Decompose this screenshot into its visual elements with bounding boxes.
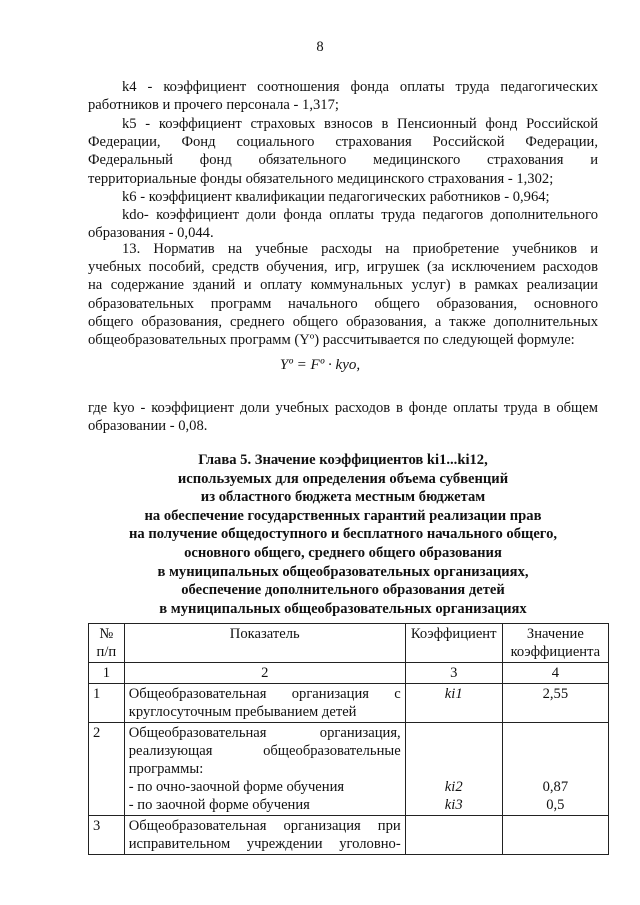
formula: Yº = Fº · kуо, [279,357,361,373]
chapter-heading [88,451,598,618]
row-text [124,816,405,855]
table-header-row [89,624,609,663]
heading-line: из областного бюджета местным бюджетам [200,489,486,506]
heading-line: на получение общедоступного и бесплатного начального общего, [128,526,558,543]
page-number: 8 [316,39,324,55]
text-line: где kуо - коэффициент доли учебных расходов в фонде оплаты труда в общем [88,400,598,416]
value-line: 0,5 [546,797,565,813]
colnum-cell: 4 [502,663,608,684]
text-line: общего образования, среднего общего образования, а также дополнительных [88,313,598,330]
text-line: образовательных программ начального общего образования, основного [88,295,598,312]
value-line: 0,87 [542,779,569,795]
text-line: 13. Норматив на учебные расходы на приобретение учебников и [122,241,598,257]
colnum-cell: 1 [89,663,125,684]
coef-line: ki2 [444,779,463,795]
colnum-cell: 3 [405,663,502,684]
row-num: 1 [89,684,125,723]
row-value [502,723,608,816]
row-text [124,723,405,816]
row-coefficient: ki1 [405,684,502,723]
cell-line: Общеобразовательная организация с [128,686,401,702]
heading-line: в муниципальных общеобразовательных организациях, [157,563,529,580]
text-line: k6 - коэффициент квалификации педагогических работников - 0,964; [122,189,550,205]
heading-line: основного общего, среднего общего образования [184,544,502,561]
row-num: 2 [89,723,125,816]
header-num: № п/п [89,624,125,663]
heading-line: Глава 5. Значение коэффициентов ki1...ki12, [198,452,488,468]
row-value [502,816,608,855]
heading-line: на обеспечение государственных гарантий реализации прав [144,507,542,524]
cell-line: круглосуточным пребыванием детей [128,704,357,720]
heading-line: используемых для определения объема субвенций [177,470,509,487]
text-line: образования - 0,044. [88,225,214,242]
cell-line: программы: [128,761,204,777]
colnum-cell: 2 [124,663,405,684]
paragraph-kyo [88,399,598,435]
row-text [124,684,405,723]
row-value: 2,55 [502,684,608,723]
header-value: Значение коэффициента [502,624,608,663]
text-line: k5 - коэффициент страховых взносов в Пенсионный фонд Российской [122,116,598,132]
coefficients-table [88,623,609,855]
paragraph-k6 [88,188,598,206]
text-line: kdo- коэффициент доли фонда оплаты труда педагогов дополнительного [122,207,598,223]
cell-line: реализующая общеобразовательные [128,743,401,759]
table-colnum-row [89,663,609,684]
paragraph-k4 [88,78,598,114]
text-line: Федерации, Фонд социального страхования Российской Федерации, [88,134,598,151]
coef-line: ki3 [444,797,463,813]
text-line: образовании - 0,08. [88,418,208,435]
cell-line: - по очно-заочной форме обучения [128,779,345,795]
text-line: общеобразовательных программ (Yº) рассчитывается по следующей формуле: [88,332,575,349]
cell-line: исправительном учреждении уголовно- [128,836,401,852]
text-line: территориальные фонды обязательного медицинского страхования - 1,302; [88,170,554,187]
heading-line: в муниципальных общеобразовательных организациях [159,600,527,617]
text-line: k4 - коэффициент соотношения фонда оплаты труда педагогических [122,79,598,95]
paragraph-k5 [88,115,598,188]
paragraph-13 [88,240,598,349]
row-num: 3 [89,816,125,855]
heading-line: обеспечение дополнительного образования детей [181,582,505,599]
table-row [89,816,609,855]
text-line: учебных пособий, средств обучения, игр, игрушек (за исключением расходов [88,259,598,276]
row-coefficient [405,723,502,816]
row-coefficient [405,816,502,855]
cell-line: Общеобразовательная организация при [128,818,401,834]
paragraph-kdo [88,206,598,242]
text-line: Федеральный фонд обязательного медицинского страхования и [88,152,598,169]
cell-line: - по заочной форме обучения [128,797,310,813]
text-line: работников и прочего персонала - 1,317; [88,97,339,114]
cell-line: Общеобразовательная организация, [128,725,401,741]
text-line: на содержание зданий и оплату коммунальных услуг) в рамках реализации [88,277,598,294]
table-row [89,723,609,816]
table-row [89,684,609,723]
header-indicator: Показатель [124,624,405,663]
header-coefficient: Коэффициент [405,624,502,663]
